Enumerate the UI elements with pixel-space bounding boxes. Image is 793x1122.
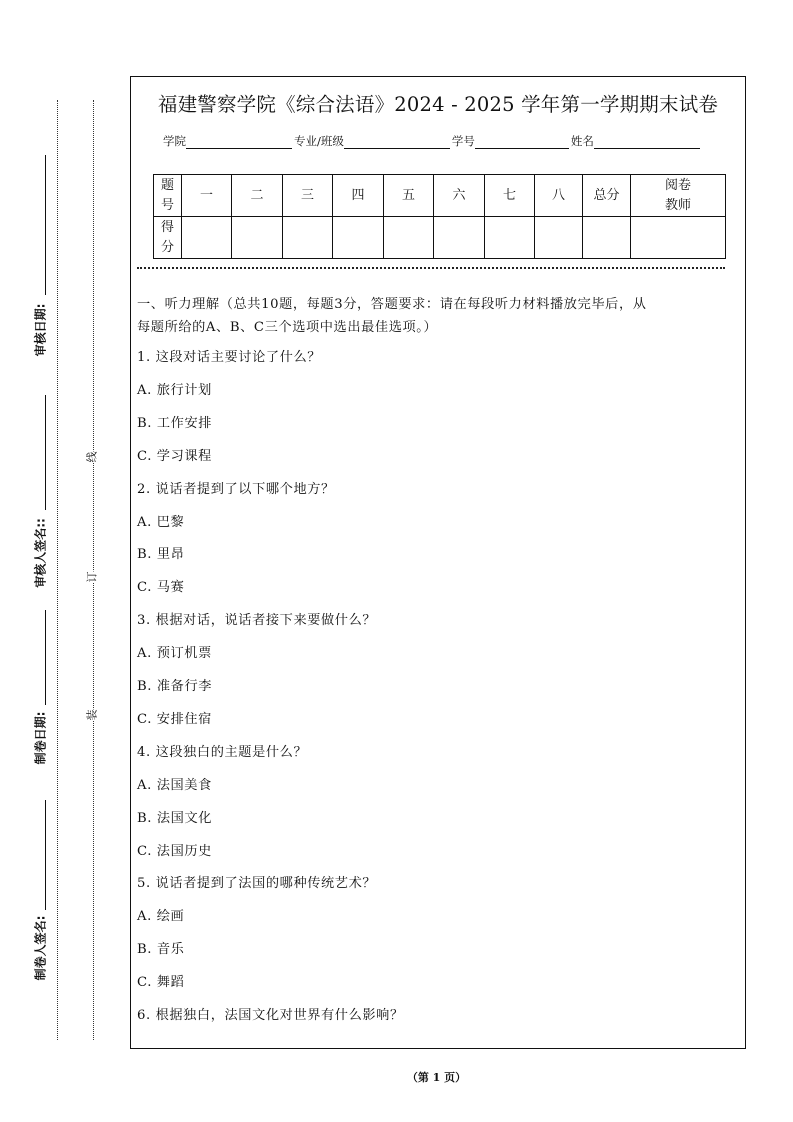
option-4-b[interactable]: B. 法国文化 xyxy=(137,810,213,826)
option-5-b[interactable]: B. 音乐 xyxy=(137,942,185,958)
score-cell[interactable] xyxy=(485,217,535,259)
binding-char-zhuang: 装 xyxy=(85,709,99,721)
major-label: 专业/班级 xyxy=(294,134,344,148)
score-cell[interactable] xyxy=(434,217,485,259)
review-date-label: 审核日期: xyxy=(33,303,48,357)
prepare-date-line xyxy=(45,610,46,705)
question-1: 1. 这段对话主要讨论了什么？ xyxy=(137,350,322,365)
student-id-field[interactable] xyxy=(475,136,569,149)
score-cell[interactable] xyxy=(333,217,384,259)
col-total: 总分 xyxy=(583,175,631,217)
dotted-separator xyxy=(137,267,725,269)
col-6: 六 xyxy=(434,175,485,217)
question-number-header: 题 号 xyxy=(154,175,182,217)
college-field[interactable] xyxy=(186,136,292,149)
section-intro-cont: 每题所给的A、B、C三个选项中选出最佳选项。） xyxy=(137,320,438,335)
option-4-a[interactable]: A. 法国美食 xyxy=(137,777,212,793)
score-cell[interactable] xyxy=(535,217,583,259)
preparer-signature-label: 制卷人签名: xyxy=(33,915,48,981)
review-date-line xyxy=(45,155,46,295)
option-1-c[interactable]: C. 学习课程 xyxy=(137,448,212,464)
question-2: 2. 说话者提到了以下哪个地方？ xyxy=(137,481,335,497)
option-3-b[interactable]: B. 准备行李 xyxy=(137,679,213,694)
option-2-b[interactable]: B. 里昂 xyxy=(137,547,185,563)
question-3: 3. 根据对话，说话者接下来要做什么？ xyxy=(137,613,377,629)
grader-header: 阅卷 教师 xyxy=(631,175,726,217)
dotted-line-outer xyxy=(57,100,58,1040)
exam-title: 福建警察学院《综合法语》2024 - 2025 学年第一学期期末试卷 xyxy=(157,93,719,116)
col-3: 三 xyxy=(283,175,333,217)
name-label: 姓名 xyxy=(570,134,594,148)
col-4: 四 xyxy=(333,175,384,217)
page-number: （第 1 页） xyxy=(406,1071,467,1084)
student-info-row xyxy=(163,133,702,149)
score-cell[interactable] xyxy=(232,217,283,259)
binding-char-xian: 线 xyxy=(85,451,99,463)
score-row xyxy=(154,217,726,259)
col-1: 一 xyxy=(182,175,232,217)
reviewer-signature-label: 审核人签名:: xyxy=(33,518,48,588)
binding-char-ding: 订 xyxy=(85,571,99,583)
question-5: 5. 说话者提到了法国的哪种传统艺术？ xyxy=(137,876,377,892)
option-1-a[interactable]: A. 旅行计划 xyxy=(137,382,212,398)
student-id-label: 学号 xyxy=(451,134,475,148)
option-3-a[interactable]: A. 预订机票 xyxy=(137,646,212,662)
col-7: 七 xyxy=(485,175,535,217)
score-cell[interactable] xyxy=(583,217,631,259)
dotted-line-inner xyxy=(93,100,94,1040)
major-field[interactable] xyxy=(344,136,450,149)
question-6: 6. 根据独白，法国文化对世界有什么影响？ xyxy=(137,1008,404,1023)
score-cell[interactable] xyxy=(384,217,434,259)
option-5-c[interactable]: C. 舞蹈 xyxy=(137,975,185,991)
option-3-c[interactable]: C. 安排住宿 xyxy=(137,711,212,727)
col-8: 八 xyxy=(535,175,583,217)
question-4: 4. 这段独白的主题是什么？ xyxy=(137,744,308,760)
col-5: 五 xyxy=(384,175,434,217)
option-2-a[interactable]: A. 巴黎 xyxy=(137,514,185,530)
section-intro: 一、听力理解（总共10题，每题3分，答题要求：请在每段听力材料播放完毕后，从 xyxy=(137,297,647,312)
option-2-c[interactable]: C. 马赛 xyxy=(137,580,185,596)
option-5-a[interactable]: A. 绘画 xyxy=(137,909,185,925)
preparer-signature-line xyxy=(45,800,46,910)
score-cell[interactable] xyxy=(283,217,333,259)
score-table xyxy=(153,174,726,259)
score-cell[interactable] xyxy=(182,217,232,259)
option-1-b[interactable]: B. 工作安排 xyxy=(137,415,213,431)
col-2: 二 xyxy=(232,175,283,217)
college-label: 学院 xyxy=(163,134,186,148)
prepare-date-label: 制卷日期: xyxy=(33,711,48,765)
name-field[interactable] xyxy=(594,136,700,149)
grader-cell[interactable] xyxy=(631,217,726,259)
option-4-c[interactable]: C. 法国历史 xyxy=(137,843,212,859)
score-header: 得 分 xyxy=(154,217,182,259)
score-table-header-row xyxy=(154,175,726,217)
reviewer-signature-line xyxy=(45,395,46,510)
exam-frame xyxy=(130,76,746,1049)
